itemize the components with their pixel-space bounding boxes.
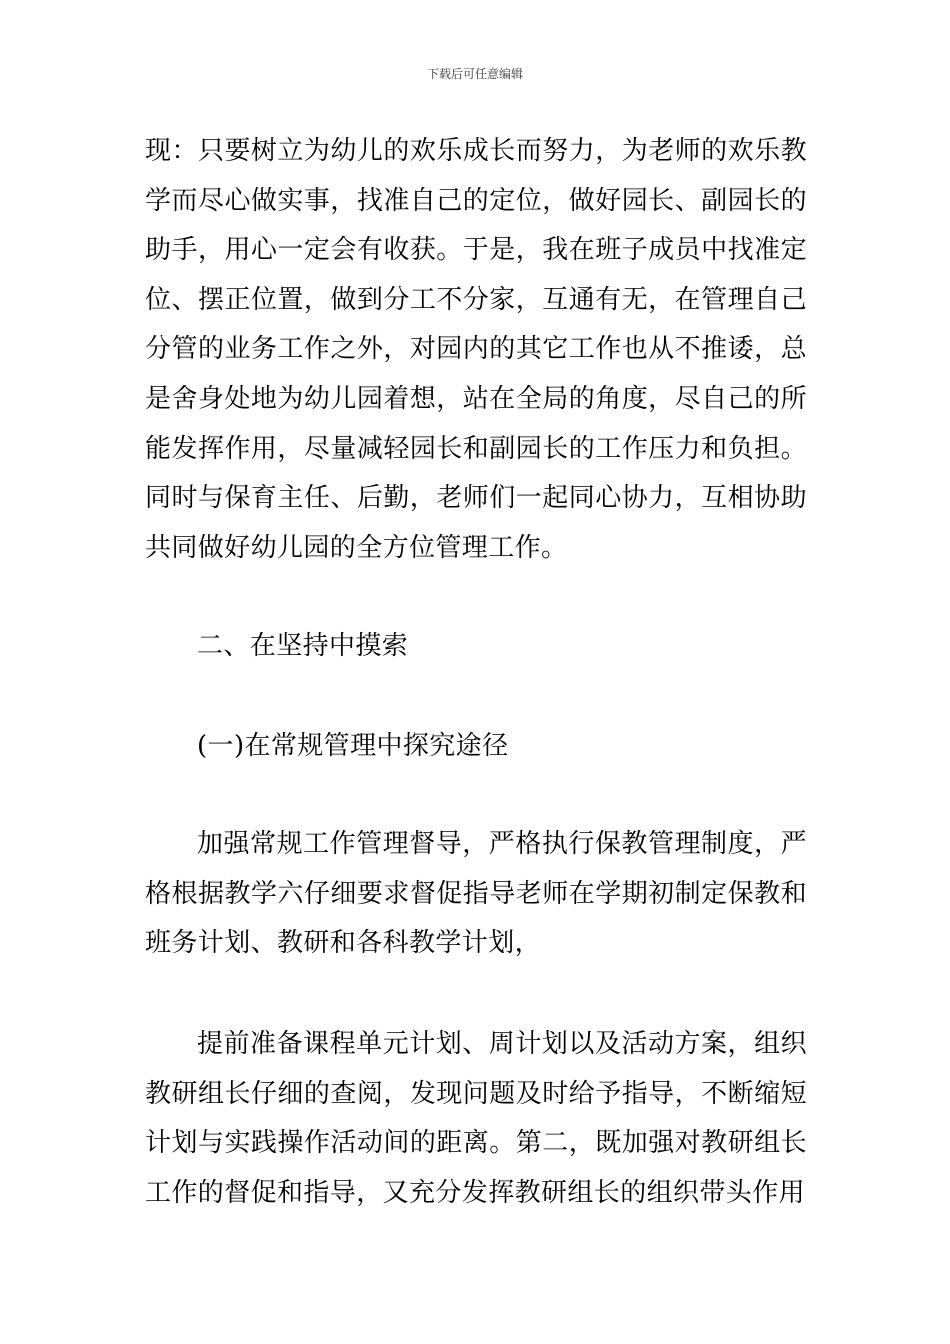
paragraph-continuation bbox=[145, 127, 807, 573]
subsection-heading-text: (一)在常规管理中探究途径 bbox=[197, 731, 509, 761]
section-heading-text: 二、在坚持中摸索 bbox=[197, 631, 409, 661]
paragraph-text: 提前准备课程单元计划、周计划以及活动方案，组织教研组长仔细的查阅，发现问题及时给予指导，不断缩短计划与实践操作活动间的距离。第二，既加强对教研组长工作的督促和指导，又充分发挥教研组长的组织带头作用 bbox=[145, 1029, 807, 1208]
paragraph-routine-management bbox=[145, 820, 807, 969]
paragraph-text: 加强常规工作管理督导，严格执行保教管理制度，严格根据教学六仔细要求督促指导老师在学期初制定保教和班务计划、教研和各科教学计划， bbox=[145, 829, 807, 959]
paragraph-text: 现：只要树立为幼儿的欢乐成长而努力，为老师的欢乐教学而尽心做实事，找准自己的定位，做好园长、副园长的助手，用心一定会有收获。于是，我在班子成员中找准定位、摆正位置，做到分工不分家，互通有无，在管理自己分管的业务工作之外，对园内的其它工作也从不推诿，总是舍身处地为幼儿园着想，站在全局的角度，尽自己的所能发挥作用，尽量减轻园长和副园长的工作压力和负担。同时与保育主任、后勤，老师们一起同心协力，互相协助共同做好幼儿园的全方位管理工作。 bbox=[145, 136, 807, 563]
paragraph-planning bbox=[145, 1020, 807, 1218]
section-heading bbox=[145, 622, 807, 672]
subsection-heading bbox=[145, 722, 807, 772]
page-header: 下载后可任意编辑 bbox=[426, 67, 523, 81]
